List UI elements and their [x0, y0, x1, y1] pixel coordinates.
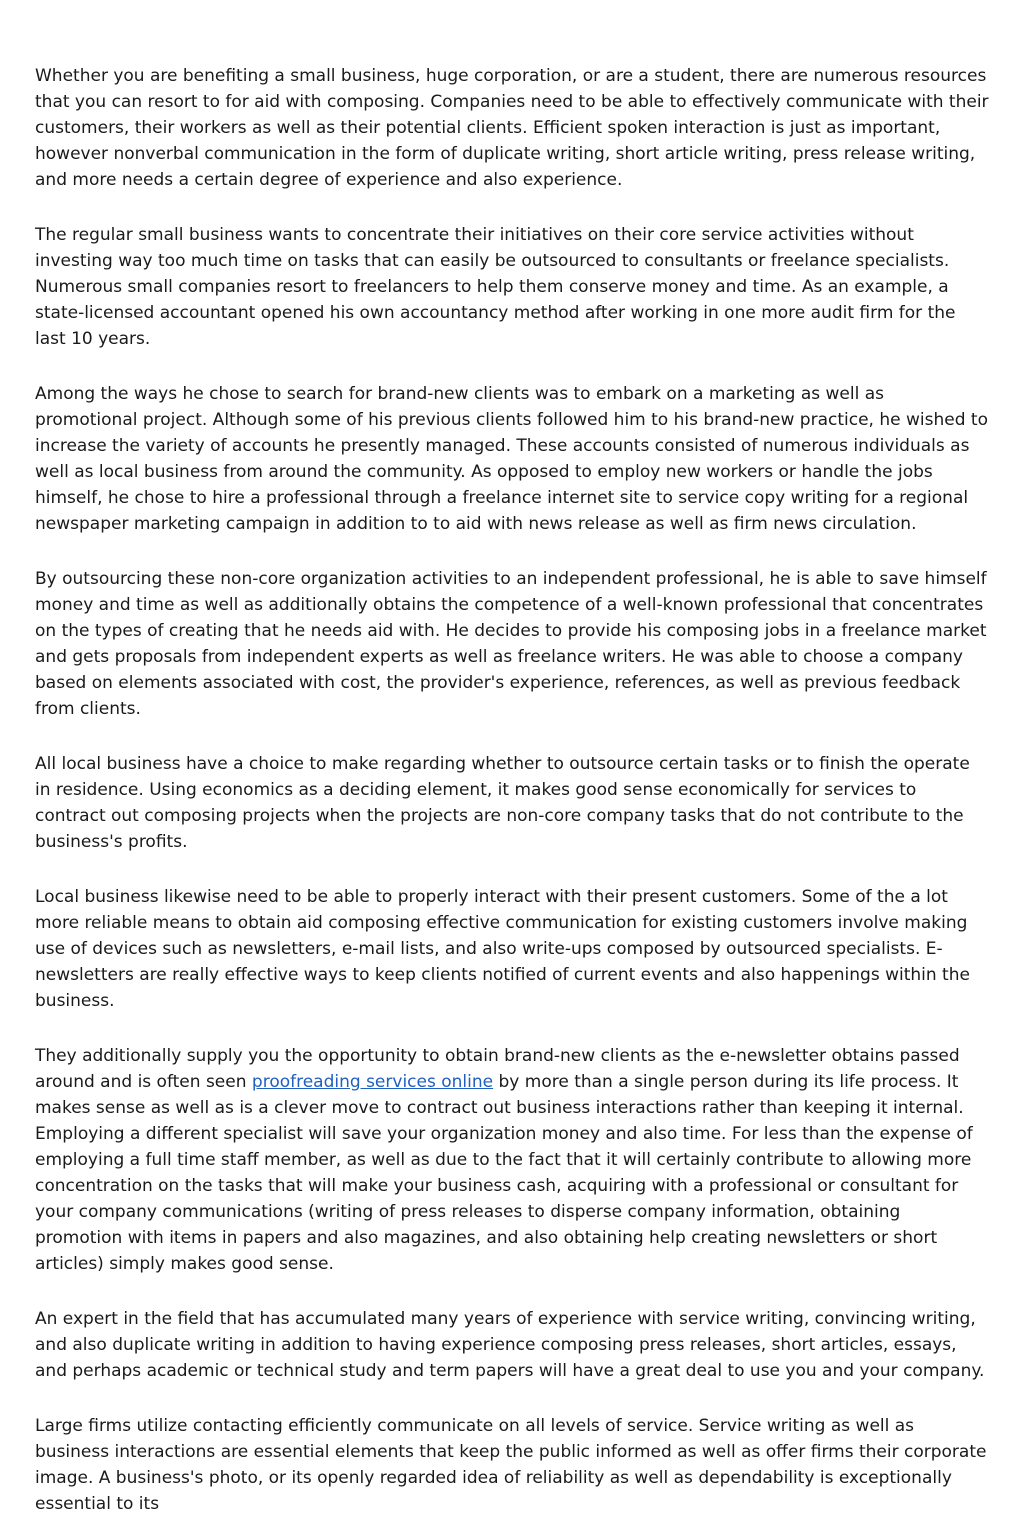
- paragraph-7: [35, 1043, 990, 1277]
- proofreading-services-link[interactable]: proofreading services online: [251, 1072, 494, 1092]
- paragraph-5: All local business have a choice to make regarding whether to outsource certain tasks or to finish the operate in residence. Using economics as a deciding element, it makes good sense economically for services to contract out composing projects when the projects are non-core company tasks that do not contribute to the business's profits.: [35, 754, 970, 852]
- paragraph-2: The regular small business wants to concentrate their initiatives on their core service activities without investing way too much time on tasks that can easily be outsourced to consultants or freelance specialists. Numerous small companies resort to freelancers to help them conserve money and time. As an example, a state-licensed accountant opened his own accountancy method after working in one more audit firm for the last 10 years.: [35, 225, 956, 349]
- paragraph-3: Among the ways he chose to search for brand-new clients was to embark on a marketing as well as promotional project. Although some of his previous clients followed him to his brand-new practice, he wished to increase the variety of accounts he presently managed. These accounts consisted of numerous individuals as well as local business from around the community. As opposed to employ new workers or handle the jobs himself, he chose to hire a professional through a freelance internet site to service copy writing for a regional newspaper marketing campaign in addition to to aid with news release as well as firm news circulation.: [35, 384, 988, 534]
- paragraph-4: By outsourcing these non-core organization activities to an independent professional, he is able to save himself money and time as well as additionally obtains the competence of a well-known professional that concentrates on the types of creating that he needs aid with. He decides to provide his composing jobs in a freelance market and gets proposals from independent experts as well as freelance writers. He was able to choose a company based on elements associated with cost, the provider's experience, references, as well as previous feedback from clients.: [35, 569, 987, 719]
- paragraph-9: Large firms utilize contacting efficiently communicate on all levels of service. Service writing as well as business interactions are essential elements that keep the public informed as well as offer firms their corporate image. A business's photo, or its openly regarded idea of reliability as well as dependability is exceptionally essential to its: [35, 1416, 987, 1514]
- paragraph-8: An expert in the field that has accumulated many years of experience with service writing, convincing writing, and also duplicate writing in addition to having experience composing press releases, short articles, essays, and perhaps academic or technical study and term papers will have a great deal to use you and your company.: [35, 1309, 985, 1381]
- paragraph-6: Local business likewise need to be able to properly interact with their present customers. Some of the a lot more reliable means to obtain aid composing effective communication for existing customers involve making use of devices such as newsletters, e-mail lists, and also write-ups composed by outsourced specialists. E-newsletters are really effective ways to keep clients notified of current events and also happenings within the business.: [35, 887, 970, 1011]
- paragraph-1: Whether you are benefiting a small business, huge corporation, or are a student, there are numerous resources that you can resort to for aid with composing. Companies need to be able to effectively communicate with their customers, their workers as well as their potential clients. Efficient spoken interaction is just as important, however nonverbal communication in the form of duplicate writing, short article writing, press release writing, and more needs a certain degree of experience and also experience.: [35, 66, 989, 190]
- paragraph-7-text-before: They additionally supply you the opportunity to obtain brand-new clients as the e-newsletter obtains passed around and is often seen: [35, 1046, 960, 1092]
- paragraph-7-text-after: by more than a single person during its life process. It makes sense as well as is a clever move to contract out business interactions rather than keeping it internal. Employing a different specialist will save your organization money and also time. For less than the expense of employing a full time staff member, as well as due to the fact that it will certainly contribute to allowing more concentration on the tasks that will make your business cash, acquiring with a professional or consultant for your company communications (writing of press releases to disperse company information, obtaining promotion with items in papers and also magazines, and also obtaining help creating newsletters or short articles) simply makes good sense.: [35, 1072, 973, 1274]
